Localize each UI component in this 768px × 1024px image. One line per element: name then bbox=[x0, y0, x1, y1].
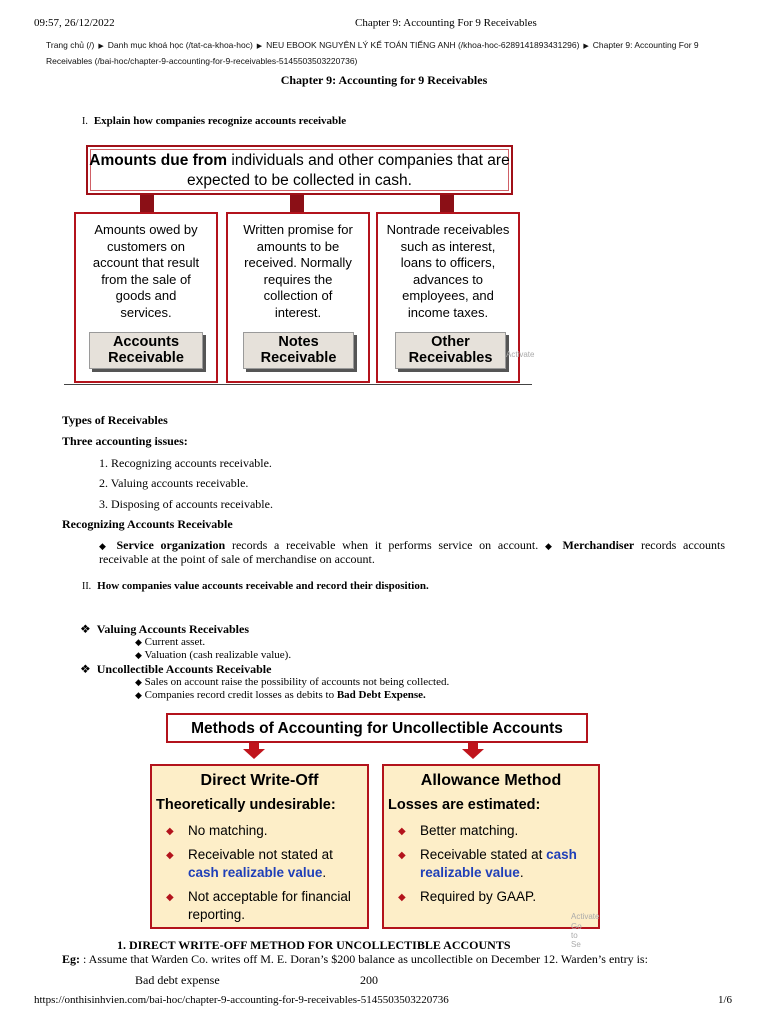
diamond-bullet-icon: ◆ bbox=[398, 892, 406, 903]
desc-line: Amounts owed by bbox=[94, 222, 198, 237]
recognizing-line2: receivable at the point of sale of merchandise on account. bbox=[99, 552, 375, 566]
recognizing-heading: Recognizing Accounts Receivable bbox=[62, 517, 233, 531]
service-text: records a receivable when it performs service on account. bbox=[225, 538, 539, 552]
diamond-bullet-icon: ◆ bbox=[398, 826, 406, 837]
section-1-text: Explain how companies recognize accounts receivable bbox=[93, 115, 347, 127]
service-label: Service organization bbox=[116, 538, 226, 552]
direct-write-off-sub: Theoretically undesirable: bbox=[156, 797, 336, 813]
eg-text: : Assume that Warden Co. writes off M. E. Doran’s $200 balance as uncollectible on December 12. Warden’s entry is: bbox=[80, 952, 648, 966]
valuing-item bbox=[135, 649, 291, 661]
chevron-right-icon: ▶ bbox=[98, 43, 104, 50]
page-title: Chapter 9: Accounting for 9 Receivables bbox=[280, 73, 488, 87]
diamond-bullet-icon: ◆ bbox=[135, 650, 142, 660]
uncollectible-heading-text: Uncollectible Accounts Receivable bbox=[96, 662, 272, 676]
section-1-heading bbox=[82, 115, 346, 127]
breadcrumb-home[interactable]: Trang chủ (/) bbox=[46, 40, 95, 50]
breadcrumb bbox=[46, 38, 726, 68]
footer-url[interactable]: https://onthisinhvien.com/bai-hoc/chapter-9-accounting-for-9-receivables-5145503503220736 bbox=[34, 994, 449, 1006]
breadcrumb-lesson[interactable]: Chapter 9: Accounting For 9 bbox=[592, 40, 699, 50]
activate-watermark: Activate bbox=[571, 912, 600, 921]
desc-line: goods and bbox=[115, 288, 177, 303]
types-heading: Types of Receivables bbox=[62, 413, 168, 427]
definition-bold: Amounts due from bbox=[89, 152, 228, 169]
desc-line: such as interest, bbox=[400, 238, 496, 254]
desc-line: account that result bbox=[92, 255, 200, 270]
valuing-item-text: Valuation (cash realizable value). bbox=[144, 649, 292, 661]
merch-label: Merchandiser bbox=[562, 538, 635, 552]
desc-line: interest. bbox=[274, 304, 322, 320]
methods-title: Methods of Accounting for Uncollectible Accounts bbox=[166, 713, 588, 743]
notes-receivable-label bbox=[243, 332, 354, 369]
diamond-bullet-icon: ◆ bbox=[99, 541, 110, 551]
uncollectible-item-text: Companies record credit losses as debits to bbox=[144, 689, 337, 701]
desc-line: from the sale of bbox=[101, 271, 191, 287]
entry-amount: 200 bbox=[360, 973, 378, 987]
valuing-heading bbox=[80, 622, 249, 637]
allowance-method-sub: Losses are estimated: bbox=[388, 797, 541, 813]
right-bullet-2-blue1: cash bbox=[546, 847, 577, 862]
desc-line: amounts to be bbox=[256, 238, 340, 254]
diamond-bullet-icon: ◆ bbox=[135, 677, 142, 687]
desc-line: collection of bbox=[263, 288, 333, 303]
breadcrumb-course[interactable]: NEU EBOOK NGUYÊN LÝ KẾ TOÁN TIẾNG ANH (/khoa-hoc-6289141893431296) bbox=[266, 40, 580, 50]
valuing-item bbox=[135, 636, 205, 648]
allowance-method-box bbox=[382, 764, 600, 929]
accounts-receivable-label bbox=[89, 332, 203, 369]
four-diamond-bullet-icon: ❖ bbox=[80, 662, 91, 676]
definition-line1: individuals and other companies that are bbox=[227, 152, 510, 169]
right-bullet-3: Required by GAAP. bbox=[420, 889, 537, 904]
uncollectible-heading bbox=[80, 662, 271, 677]
diamond-bullet-icon: ◆ bbox=[166, 850, 174, 861]
uncollectible-item bbox=[135, 676, 449, 688]
desc-line: Nontrade receivables bbox=[386, 222, 510, 237]
issue-item: 2. Valuing accounts receivable. bbox=[99, 476, 249, 490]
example-line bbox=[62, 952, 648, 967]
definition-line2: expected to be collected in cash. bbox=[187, 172, 412, 189]
breadcrumb-course-list[interactable]: Danh mục khoá học (/tat-ca-khoa-hoc) bbox=[107, 40, 253, 50]
divider bbox=[64, 384, 532, 385]
label-line: Receivable bbox=[108, 350, 184, 366]
left-bullet-3-line1: Not acceptable for financial bbox=[188, 889, 351, 904]
right-bullet-2-blue2: realizable value bbox=[420, 865, 520, 880]
left-bullet-2-end: . bbox=[322, 865, 327, 880]
left-bullet-1: No matching. bbox=[188, 823, 268, 838]
chevron-right-icon: ▶ bbox=[256, 43, 263, 50]
desc-line: Written promise for bbox=[243, 222, 353, 237]
recognizing-line1 bbox=[99, 538, 725, 553]
goto-settings-watermark: Go to Se bbox=[571, 922, 582, 949]
label-line: Other bbox=[431, 334, 470, 350]
label-line: Receivable bbox=[260, 350, 337, 366]
desc-line: received. Normally bbox=[244, 255, 352, 270]
label-line: Accounts bbox=[112, 334, 180, 350]
other-receivables-label bbox=[395, 332, 506, 369]
issues-heading: Three accounting issues: bbox=[62, 434, 188, 448]
desc-line: requires the bbox=[263, 271, 333, 287]
eg-label: Eg: bbox=[62, 952, 80, 966]
page-number: 1/6 bbox=[718, 994, 733, 1006]
diamond-bullet-icon: ◆ bbox=[166, 892, 174, 903]
other-receivables-box bbox=[376, 212, 520, 383]
diamond-bullet-icon: ◆ bbox=[166, 826, 174, 837]
section-1-number: I. bbox=[82, 116, 88, 127]
section-2-text: How companies value accounts receivable and record their disposition. bbox=[97, 580, 429, 592]
desc-line: advances to bbox=[412, 271, 484, 287]
definition-box bbox=[86, 145, 513, 195]
left-bullet-2-line1: Receivable not stated at bbox=[188, 847, 333, 862]
right-bullet-2-line1: Receivable stated at bbox=[420, 847, 547, 862]
direct-write-off-box bbox=[150, 764, 369, 929]
desc-line: customers on bbox=[106, 238, 186, 254]
uncollectible-item bbox=[135, 689, 426, 701]
arrow-down-icon bbox=[462, 749, 484, 759]
right-bullet-1: Better matching. bbox=[420, 823, 519, 838]
label-line: Receivables bbox=[408, 350, 493, 366]
right-bullet-2 bbox=[420, 846, 577, 882]
label-line: Notes bbox=[278, 334, 319, 350]
accounts-receivable-box bbox=[74, 212, 218, 383]
direct-write-off-section-heading: 1. DIRECT WRITE-OFF METHOD FOR UNCOLLECTIBLE ACCOUNTS bbox=[117, 938, 511, 952]
right-bullet-2-end: . bbox=[519, 865, 524, 880]
desc-line: loans to officers, bbox=[400, 255, 496, 270]
bad-debt-expense: Bad Debt Expense. bbox=[336, 689, 426, 701]
diamond-bullet-icon: ◆ bbox=[545, 541, 556, 551]
desc-line: services. bbox=[120, 304, 172, 320]
issue-item: 1. Recognizing accounts receivable. bbox=[99, 456, 272, 470]
left-bullet-2 bbox=[188, 846, 333, 882]
diamond-bullet-icon: ◆ bbox=[398, 850, 406, 861]
four-diamond-bullet-icon: ❖ bbox=[80, 622, 91, 636]
arrow-down-icon bbox=[243, 749, 265, 759]
valuing-item-text: Current asset. bbox=[144, 636, 206, 648]
desc-line: income taxes. bbox=[407, 304, 489, 320]
diamond-bullet-icon: ◆ bbox=[135, 690, 142, 700]
section-2-heading bbox=[82, 580, 429, 592]
issue-item: 3. Disposing of accounts receivable. bbox=[99, 497, 273, 511]
direct-write-off-heading: Direct Write-Off bbox=[200, 772, 319, 789]
print-doc-title: Chapter 9: Accounting For 9 Receivables bbox=[355, 17, 537, 29]
left-bullet-2-blue: cash realizable value bbox=[188, 865, 323, 880]
valuing-heading-text: Valuing Accounts Receivables bbox=[96, 622, 249, 636]
breadcrumb-lesson-cont[interactable]: Receivables (/bai-hoc/chapter-9-accounting-for-9-receivables-5145503503220736) bbox=[46, 56, 358, 66]
chevron-right-icon: ▶ bbox=[583, 43, 589, 50]
desc-line: employees, and bbox=[402, 288, 494, 303]
activate-watermark: Activate bbox=[506, 350, 535, 359]
merch-text: records accounts bbox=[634, 538, 726, 552]
entry-account: Bad debt expense bbox=[135, 973, 220, 987]
left-bullet-3-line2: reporting. bbox=[188, 907, 246, 922]
allowance-method-heading: Allowance Method bbox=[420, 772, 562, 789]
left-bullet-3 bbox=[188, 888, 351, 924]
notes-receivable-box bbox=[226, 212, 370, 383]
section-2-number: II. bbox=[82, 581, 92, 592]
print-datetime: 09:57, 26/12/2022 bbox=[34, 17, 115, 29]
uncollectible-item-text: Sales on account raise the possibility of accounts not being collected. bbox=[144, 676, 450, 688]
diamond-bullet-icon: ◆ bbox=[135, 637, 142, 647]
